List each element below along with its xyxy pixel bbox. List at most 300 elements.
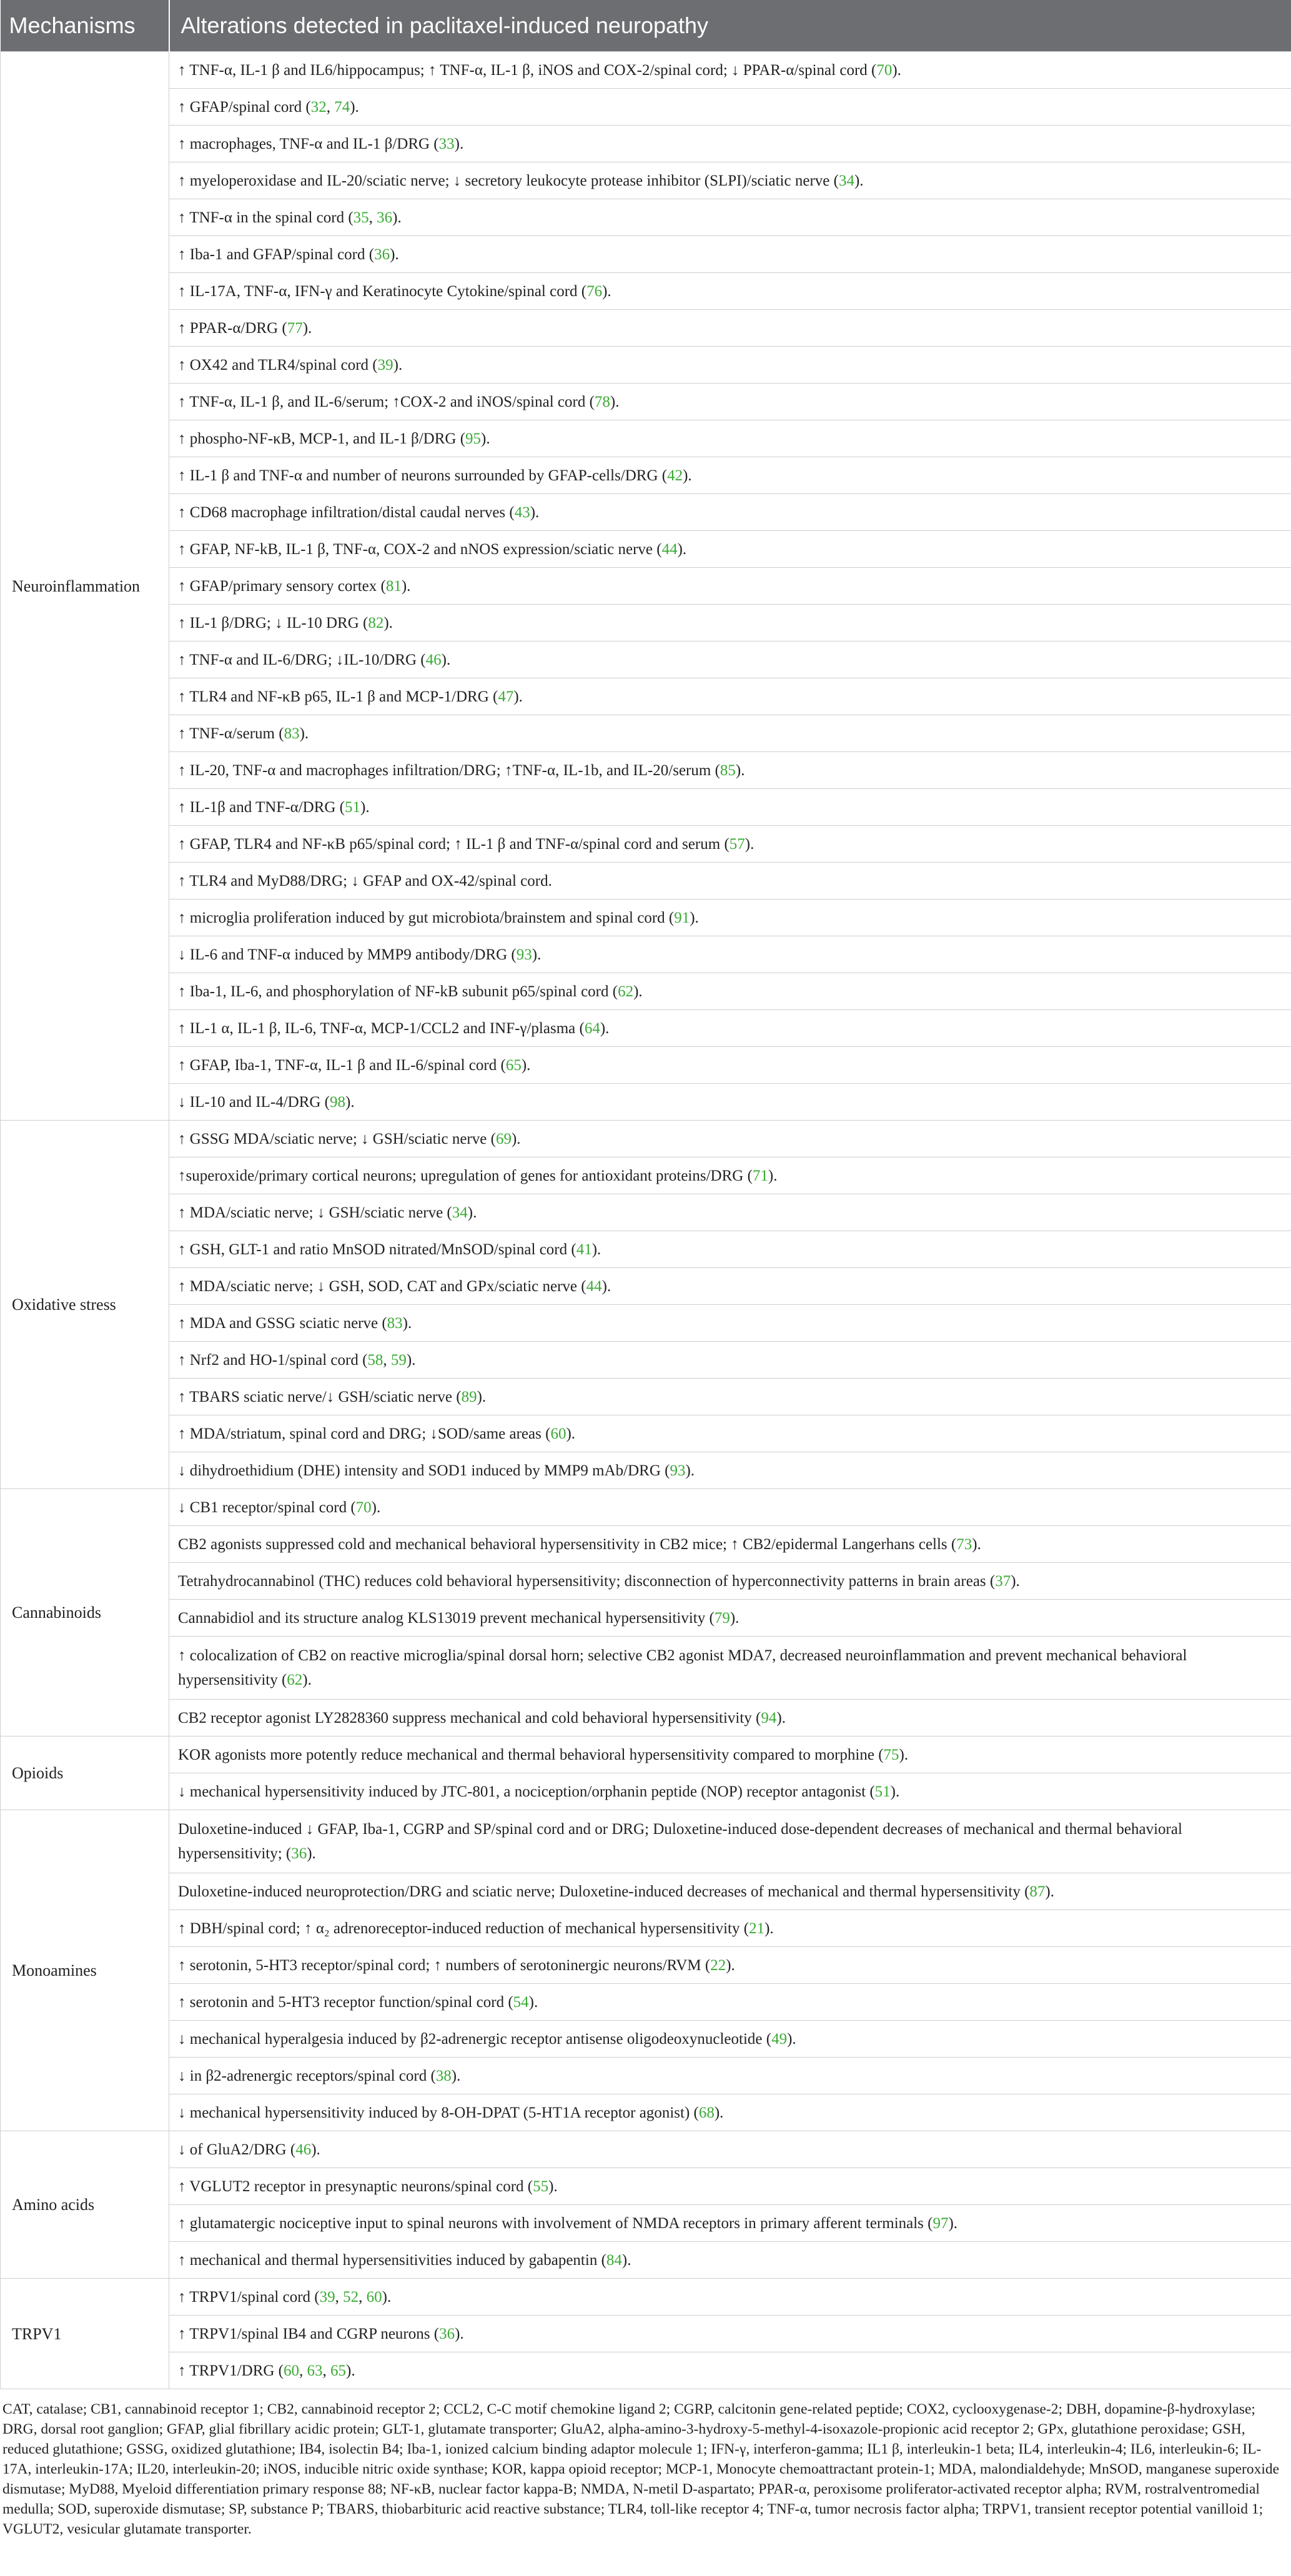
alteration-cell [169,126,1291,162]
table-row [1,199,1291,236]
alteration-text: ↑ TNF-α, IL-1 β and IL6/hippocampus; ↑ TNF-α, IL-1 β, iNOS and COX-2/spinal cord; ↓ PPAR-α/spinal cord ( [178,61,877,79]
alteration-text: ). [892,61,901,79]
alteration-text: ). [346,2362,355,2379]
table-row [1,531,1291,568]
alteration-cell [169,678,1291,715]
alteration-cell [169,715,1291,752]
reference-link[interactable]: 36 [377,209,393,226]
reference-link[interactable]: 60 [284,2362,300,2379]
alteration-cell [169,1452,1291,1489]
table-row [1,752,1291,789]
alteration-text: , [383,1351,391,1369]
alteration-text: ). [621,2251,631,2269]
table-row [1,1489,1291,1526]
alteration-text: ↑ TRPV1/DRG ( [178,2362,284,2379]
reference-link[interactable]: 46 [295,2141,312,2158]
alteration-cell [169,1700,1291,1736]
reference-link[interactable]: 69 [495,1130,512,1147]
alteration-text: ). [360,798,370,816]
table-row [1,605,1291,642]
alteration-text: ). [1045,1883,1054,1900]
alteration-text: ). [685,1462,695,1479]
alteration-cell [169,1010,1291,1047]
reference-link[interactable]: 44 [586,1277,602,1295]
table-row [1,1342,1291,1379]
alteration-text: ↑ TRPV1/spinal IB4 and CGRP neurons ( [178,2325,440,2342]
alteration-text: ). [528,1993,538,2011]
reference-link[interactable]: 21 [749,1920,765,1937]
reference-link[interactable]: 81 [385,577,402,595]
alteration-text: ↑ GFAP, TLR4 and NF-κB p65/spinal cord; ↑ IL-1 β and TNF-α/spinal cord and serum ( [178,835,730,853]
reference-link[interactable]: 83 [284,725,300,742]
alteration-text: ). [350,98,359,116]
reference-link[interactable]: 79 [714,1609,730,1627]
alteration-cell [169,1342,1291,1379]
alteration-text: ↑ TLR4 and NF-κB p65, IL-1 β and MCP-1/DRG ( [178,688,498,705]
alteration-text: ). [390,245,399,263]
table-row [1,273,1291,310]
reference-link[interactable]: 39 [319,2288,335,2306]
reference-link[interactable]: 60 [366,2288,382,2306]
alteration-text: ↑ TNF-α in the spinal cord ( [178,209,354,226]
alteration-text: ↑ MDA and GSSG sciatic nerve ( [178,1314,387,1332]
alteration-text: ). [1011,1572,1020,1590]
table-row [1,310,1291,347]
alteration-text: ). [972,1535,981,1553]
reference-link[interactable]: 36 [291,1845,307,1862]
alteration-cell [169,199,1291,236]
alteration-cell [169,2242,1291,2279]
reference-link[interactable]: 62 [287,1672,303,1688]
alteration-text: ). [455,2325,464,2342]
alteration-text: ). [768,1167,778,1184]
alteration-text: ). [382,2288,392,2306]
alteration-text: ). [393,356,403,374]
table-row [1,1452,1291,1489]
table-row [1,863,1291,899]
alteration-cell [169,1489,1291,1526]
table-row [1,1121,1291,1157]
reference-link[interactable]: 43 [514,503,530,521]
alteration-cell [169,2316,1291,2352]
alteration-text: ). [744,835,754,853]
alteration-text: ). [383,614,393,632]
alteration-text: KOR agonists more potently reduce mechanical and thermal behavioral hypersensitivity compared to morphine ( [178,1746,884,1763]
alteration-text: ). [302,1672,312,1688]
alteration-text: ↑ DBH/spinal cord; ↑ α₂ adrenoreceptor-induced reduction of mechanical hypersensitivity ( [178,1920,749,1937]
alteration-text: ). [683,467,692,484]
reference-link[interactable]: 54 [513,1993,529,2011]
alteration-text: ↑ TNF-α and IL-6/DRG; ↓IL-10/DRG ( [178,651,426,668]
alteration-text: ). [735,761,745,779]
reference-link[interactable]: 63 [307,2362,323,2379]
alteration-text: ↓ mechanical hypersensitivity induced by 8-OH-DPAT (5-HT1A receptor agonist) ( [178,2104,699,2121]
reference-link[interactable]: 36 [439,2325,455,2342]
alteration-text: ↑ CD68 macrophage infiltration/distal caudal nerves ( [178,503,515,521]
table-row [1,1194,1291,1231]
mechanism-cell: Neuroinflammation [1,52,169,1121]
reference-link[interactable]: 34 [452,1204,468,1221]
table-row [1,2279,1291,2316]
alteration-text: ). [602,282,611,300]
table-row [1,1415,1291,1452]
alteration-text: Duloxetine-induced neuroprotection/DRG and sciatic nerve; Duloxetine-induced decreases of mechanical and thermal hypersensitivity ( [178,1883,1030,1900]
reference-link[interactable]: 41 [576,1241,592,1258]
table-row [1,826,1291,863]
alteration-text: ). [566,1425,576,1442]
reference-link[interactable]: 73 [956,1535,972,1553]
table-row [1,1736,1291,1773]
alteration-text: ). [776,1709,786,1726]
reference-link[interactable]: 38 [435,2067,452,2084]
reference-link[interactable]: 95 [465,430,482,447]
alteration-text: ↓ of GluA2/DRG ( [178,2141,296,2158]
alteration-cell [169,2279,1291,2316]
alteration-text: ↑ myeloperoxidase and IL-20/sciatic nerve; ↓ secretory leukocyte protease inhibitor (SLPI)/sciatic nerve ( [178,172,839,189]
alteration-text: ↑ TNF-α/serum ( [178,725,284,742]
alteration-cell [169,1910,1291,1947]
table-row [1,789,1291,826]
table-row [1,1231,1291,1268]
table-row [1,1379,1291,1415]
alteration-text: ). [591,1241,601,1258]
alteration-cell [169,1231,1291,1268]
reference-link[interactable]: 84 [606,2251,622,2269]
reference-link[interactable]: 82 [368,614,384,632]
reference-link[interactable]: 49 [771,2030,788,2048]
table-row [1,973,1291,1010]
reference-link[interactable]: 74 [334,98,350,116]
alteration-text: ). [513,688,523,705]
table-row [1,1526,1291,1563]
table-row [1,1563,1291,1600]
table-body [1,52,1291,2389]
alteration-text: ). [451,2067,461,2084]
alteration-text: ↑ serotonin and 5-HT3 receptor function/spinal cord ( [178,1993,513,2011]
reference-link[interactable]: 93 [670,1462,686,1479]
alteration-text: ). [690,909,699,926]
reference-link[interactable]: 93 [516,946,532,963]
alteration-text: ). [787,2030,796,2048]
alteration-text: ↓ IL-10 and IL-4/DRG ( [178,1093,330,1111]
alteration-cell [169,1268,1291,1305]
alteration-cell [169,752,1291,789]
alteration-text: ↑ Iba-1, IL-6, and phosphorylation of NF-kB subunit p65/spinal cord ( [178,983,618,1000]
reference-link[interactable]: 58 [367,1351,383,1369]
alteration-cell [169,826,1291,863]
alteration-cell [169,1736,1291,1773]
reference-link[interactable]: 59 [390,1351,407,1369]
table-row [1,2058,1291,2094]
alteration-text: ). [601,1277,611,1295]
table-row [1,494,1291,531]
table-row [1,1047,1291,1084]
table-row [1,1700,1291,1736]
alteration-text: ↓ mechanical hypersensitivity induced by JTC-801, a nociception/orphanin peptide (NOP) receptor antagonist ( [178,1783,875,1800]
mechanism-cell: Opioids [1,1736,169,1810]
mechanism-cell: Oxidative stress [1,1121,169,1489]
alteration-cell [169,1047,1291,1084]
table-row [1,1910,1291,1947]
alteration-text: ↑ PPAR-α/DRG ( [178,319,287,337]
alteration-text: ↓ in β2-adrenergic receptors/spinal cord ( [178,2067,436,2084]
alteration-text: ↑ TLR4 and MyD88/DRG; ↓ GFAP and OX-42/spinal cord. [178,872,552,889]
table-row [1,2021,1291,2058]
alteration-text: ↑ GFAP/primary sensory cortex ( [178,577,386,595]
reference-link[interactable]: 64 [584,1019,600,1037]
table-row [1,89,1291,126]
reference-link[interactable]: 70 [876,61,893,79]
alteration-cell [169,310,1291,347]
table-row [1,642,1291,678]
table-row [1,236,1291,273]
alteration-cell [169,1121,1291,1157]
alteration-text: ). [677,540,687,558]
alteration-text: CB2 receptor agonist LY2828360 suppress mechanical and cold behavioral hypersensitivity ( [178,1709,761,1726]
alteration-text: , [369,209,377,226]
alteration-cell [169,1305,1291,1342]
alteration-text: , [359,2288,367,2306]
table-row [1,1268,1291,1305]
table-row [1,126,1291,162]
reference-link[interactable]: 35 [353,209,369,226]
alteration-text: ↑ GSSG MDA/sciatic nerve; ↓ GSH/sciatic nerve ( [178,1130,496,1147]
reference-link[interactable]: 65 [505,1056,522,1074]
table-row [1,2352,1291,2389]
reference-link[interactable]: 97 [932,2214,949,2232]
alteration-cell [169,2205,1291,2242]
header-mechanisms: Mechanisms [1,0,169,52]
alteration-text: ). [600,1019,610,1037]
table-row [1,2205,1291,2242]
alteration-cell [169,863,1291,899]
alteration-text: ). [454,135,464,152]
alteration-cell [169,789,1291,826]
alteration-cell [169,384,1291,420]
alteration-text: ). [477,1388,487,1405]
reference-link[interactable]: 89 [461,1388,477,1405]
reference-link[interactable]: 55 [533,2177,549,2195]
alteration-text: ↑ serotonin, 5-HT3 receptor/spinal cord; ↑ numbers of serotoninergic neurons/RVM ( [178,1956,711,1974]
reference-link[interactable]: 33 [438,135,455,152]
reference-link[interactable]: 87 [1029,1883,1046,1900]
table-row [1,1637,1291,1700]
alteration-text: ). [299,725,309,742]
alteration-cell [169,1563,1291,1600]
reference-link[interactable]: 65 [330,2362,347,2379]
alteration-cell [169,1637,1291,1700]
alteration-text: ↑ IL-1β and TNF-α/DRG ( [178,798,345,816]
mechanism-cell: Amino acids [1,2131,169,2279]
alteration-text: ↑ Nrf2 and HO-1/spinal cord ( [178,1351,368,1369]
alteration-cell [169,1947,1291,1984]
alteration-text: ↓ IL-6 and TNF-α induced by MMP9 antibody/DRG ( [178,946,517,963]
reference-link[interactable]: 52 [343,2288,359,2306]
mechanism-cell: Monoamines [1,1810,169,2131]
alteration-text: ). [371,1499,381,1516]
mechanism-cell: Cannabinoids [1,1489,169,1736]
mechanism-cell: TRPV1 [1,2279,169,2389]
alteration-text: ↑ colocalization of CB2 on reactive microglia/spinal dorsal horn; selective CB2 agonist MDA7, decreased neuroinflammation and prevent mechanical behavioral hypersensitivity ( [178,1647,1187,1688]
alteration-text: ↑superoxide/primary cortical neurons; upregulation of genes for antioxidant proteins/DRG ( [178,1167,753,1184]
alteration-text: Tetrahydrocannabinol (THC) reduces cold behavioral hypersensitivity; disconnection of hyperconnectivity patterns in brain areas ( [178,1572,996,1590]
table-row [1,2168,1291,2205]
table-row [1,1810,1291,1873]
alteration-cell [169,1415,1291,1452]
alteration-text: ). [345,1093,355,1111]
alteration-text: ↑ microglia proliferation induced by gut microbiota/brainstem and spinal cord ( [178,909,675,926]
reference-link[interactable]: 78 [594,393,610,410]
alteration-text: ). [481,430,490,447]
reference-link[interactable]: 91 [674,909,690,926]
table-row [1,2316,1291,2352]
reference-link[interactable]: 70 [355,1499,372,1516]
alteration-cell [169,531,1291,568]
reference-link[interactable]: 68 [698,2104,715,2121]
reference-link[interactable]: 36 [374,245,390,263]
reference-link[interactable]: 76 [586,282,603,300]
table-row [1,1084,1291,1121]
alteration-text: ↑ mechanical and thermal hypersensitivities induced by gabapentin ( [178,2251,606,2269]
reference-link[interactable]: 47 [498,688,514,705]
reference-link[interactable]: 51 [874,1783,891,1800]
alteration-text: ↑ GSH, GLT-1 and ratio MnSOD nitrated/MnSOD/spinal cord ( [178,1241,576,1258]
table-row [1,1947,1291,1984]
alteration-cell [169,899,1291,936]
alteration-text: ). [511,1130,521,1147]
alteration-cell [169,1084,1291,1121]
table-row [1,936,1291,973]
reference-link[interactable]: 39 [377,356,393,374]
reference-link[interactable]: 44 [661,540,678,558]
alteration-cell [169,2352,1291,2389]
alteration-cell [169,1773,1291,1810]
alteration-text: ↑ TBARS sciatic nerve/↓ GSH/sciatic nerve ( [178,1388,462,1405]
reference-link[interactable]: 77 [287,319,303,337]
alteration-text: , [335,2288,344,2306]
table-row [1,1305,1291,1342]
alteration-text: ↑ VGLUT2 receptor in presynaptic neurons/spinal cord ( [178,2177,533,2195]
alteration-text: ). [307,1845,316,1862]
alteration-text: ↑ IL-1 β/DRG; ↓ IL-10 DRG ( [178,614,369,632]
alteration-cell [169,457,1291,494]
header-alterations: Alterations detected in paclitaxel-induced neuropathy [169,0,1291,52]
alteration-text: ↓ mechanical hyperalgesia induced by β2-adrenergic receptor antisense oligodeoxynucleotide ( [178,2030,772,2048]
alteration-cell [169,973,1291,1010]
alteration-text: ). [402,1314,412,1332]
reference-link[interactable]: 75 [883,1746,899,1763]
reference-link[interactable]: 34 [838,172,854,189]
reference-link[interactable]: 51 [345,798,360,816]
alteration-cell [169,1157,1291,1194]
alteration-cell [169,642,1291,678]
alteration-text: ↑ IL-1 α, IL-1 β, IL-6, TNF-α, MCP-1/CCL2 and INF-γ/plasma ( [178,1019,585,1037]
reference-link[interactable]: 62 [618,983,634,1000]
table-row [1,1010,1291,1047]
alteration-cell [169,347,1291,384]
table-footnote: CAT, catalase; CB1, cannabinoid receptor 1; CB2, cannabinoid receptor 2; CCL2, C-C motif chemokine ligand 2; CGRP, calcitonin gene-related peptide; COX2, cyclooxygenase-2; DBH, dopamine-β-hydroxylase; DRG, dorsal root ganglion; GFAP, glial fibrillary acidic protein; GLT-1, glutamate transporter; GluA2, alpha-amino-3-hydroxy-5-methyl-4-isoxazole-propionic acid receptor 2; GPx, glutathione peroxidase; GSH, reduced glutathione; GSSG, oxidized glutathione; IB4, isolectin B4; Iba-1, ionized calcium binding adaptor molecule 1; IFN-γ, interferon-gamma; IL1 β, interleukin-1 beta; IL4, interleukin-4; IL6, interleukin-6; IL-17A, interleukin-17A; IL20, interleukin-20; iNOS, inducible nitric oxide synthase; KOR, kappa opioid receptor; MCP-1, Monocyte chemoattractant protein-1; MDA, malondialdehyde; MnSOD, manganese superoxide dismutase; MyD88, Myeloid differentiation primary response 88; NF-κB, nuclear factor kappa-B; NMDA, N-metil D-aspartato; PPAR-α, peroxisome proliferator-activated receptor alpha; RVM, rostralventromedial medulla; SOD, superoxide dismutase; SP, substance P; TBARS, thiobarbituric acid reactive substance; TLR4, toll-like receptor 4; TNF-α, tumor necrosis factor alpha; TRPV1, transient receptor potential vanilloid 1; VGLUT2, vesicular glutamate transporter. [2,2401,1280,2537]
alteration-text: , [326,98,335,116]
table-row [1,678,1291,715]
table-row [1,899,1291,936]
reference-link[interactable]: 83 [387,1314,403,1332]
alteration-text: ↑ MDA/sciatic nerve; ↓ GSH, SOD, CAT and GPx/sciatic nerve ( [178,1277,586,1295]
alteration-cell [169,1810,1291,1873]
alteration-text: ). [521,1056,531,1074]
reference-link[interactable]: 98 [330,1093,345,1111]
alteration-cell [169,89,1291,126]
alteration-text: Duloxetine-induced ↓ GFAP, Iba-1, CGRP and SP/spinal cord and or DRG; Duloxetine-induced dose-dependent decreases of mechanical and thermal behavioral hypersensitivity; ( [178,1821,1182,1862]
reference-link[interactable]: 42 [667,467,683,484]
alteration-text: ). [730,1609,739,1627]
alteration-text: ↑ phospho-NF-κB, MCP-1, and IL-1 β/DRG ( [178,430,466,447]
table-row [1,1984,1291,2021]
alteration-text: ↑ glutamatergic nociceptive input to spinal neurons with involvement of NMDA receptors in primary afferent terminals ( [178,2214,933,2232]
reference-link[interactable]: 85 [720,761,736,779]
table-row [1,2094,1291,2131]
table-row [1,715,1291,752]
alteration-cell [169,420,1291,457]
alteration-text: ). [714,2104,724,2121]
table-row [1,2242,1291,2279]
table-row [1,1773,1291,1810]
table-row [1,162,1291,199]
reference-link[interactable]: 94 [761,1709,777,1726]
alteration-text: ). [392,209,402,226]
alteration-text: ↑ MDA/striatum, spinal cord and DRG; ↓SOD/same areas ( [178,1425,551,1442]
table-row [1,1157,1291,1194]
alteration-text: ). [890,1783,900,1800]
alteration-text: ). [854,172,864,189]
alteration-text: ). [764,1920,774,1937]
alteration-text: ). [899,1746,909,1763]
alteration-cell [169,568,1291,605]
reference-link[interactable]: 37 [995,1572,1011,1590]
alteration-text: ). [948,2214,958,2232]
alteration-text: ). [610,393,620,410]
alteration-text: ↑ TNF-α, IL-1 β, and IL-6/serum; ↑COX-2 and iNOS/spinal cord ( [178,393,595,410]
alteration-text: ↑ IL-20, TNF-α and macrophages infiltration/DRG; ↑TNF-α, IL-1b, and IL-20/serum ( [178,761,720,779]
alteration-text: ). [302,319,312,337]
alteration-text: ↓ CB1 receptor/spinal cord ( [178,1499,356,1516]
reference-link[interactable]: 60 [550,1425,566,1442]
reference-link[interactable]: 57 [729,835,745,853]
alteration-text: , [299,2362,307,2379]
alteration-cell [169,2058,1291,2094]
alteration-text: ↑ GFAP/spinal cord ( [178,98,311,116]
alteration-text: ↑ MDA/sciatic nerve; ↓ GSH/sciatic nerve ( [178,1204,452,1221]
alteration-cell [169,52,1291,89]
alteration-cell [169,2021,1291,2058]
reference-link[interactable]: 46 [425,651,442,668]
alteration-text: ). [401,577,411,595]
reference-link[interactable]: 32 [310,98,327,116]
alteration-text: Cannabidiol and its structure analog KLS13019 prevent mechanical hypersensitivity ( [178,1609,715,1627]
alteration-cell [169,273,1291,310]
alteration-text: ↑ Iba-1 and GFAP/spinal cord ( [178,245,375,263]
table-header-row [1,0,1291,52]
alteration-text: CB2 agonists suppressed cold and mechanical behavioral hypersensitivity in CB2 mice; ↑ CB2/epidermal Langerhans cells ( [178,1535,957,1553]
alteration-cell [169,605,1291,642]
alteration-text: ↑ GFAP, Iba-1, TNF-α, IL-1 β and IL-6/spinal cord ( [178,1056,506,1074]
table-row [1,568,1291,605]
reference-link[interactable]: 71 [752,1167,768,1184]
reference-link[interactable]: 22 [710,1956,726,1974]
alteration-text: ↓ dihydroethidium (DHE) intensity and SOD1 induced by MMP9 mAb/DRG ( [178,1462,670,1479]
table-row [1,52,1291,89]
alteration-cell [169,2131,1291,2168]
alteration-text: ). [441,651,451,668]
